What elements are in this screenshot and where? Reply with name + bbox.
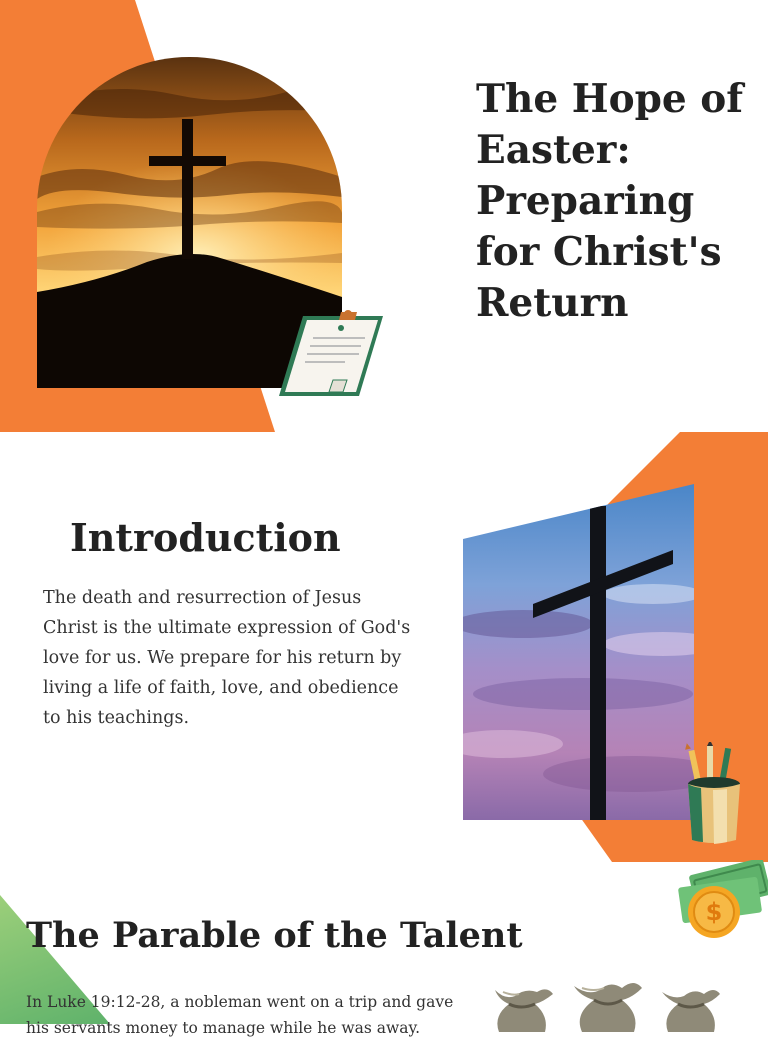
money-bag-icon — [485, 982, 557, 1032]
purple-sky-cross-photo — [463, 484, 694, 820]
money-icon — [672, 860, 768, 946]
introduction-heading: Introduction — [70, 515, 341, 560]
svg-text:$: $ — [705, 898, 723, 926]
parable-heading: The Parable of the Talent — [26, 915, 523, 956]
money-bag-icon — [656, 982, 724, 1032]
introduction-body: The death and resurrection of Jesus Christ is the ultimate expression of God's love for us. We prepare for his return by living a life of faith, love, and obedience to his teachings. — [43, 588, 411, 728]
parable-body: In Luke 19:12-28, a nobleman went on a trip and gave his servants money to manage while he was away. — [26, 993, 454, 1037]
purple-sky-cross-illustration — [463, 484, 694, 820]
clipboard-icon — [275, 308, 387, 400]
page-title: The Hope of Easter: Preparing for Christ's Return — [476, 76, 744, 326]
pencil-cup-icon — [683, 742, 745, 846]
